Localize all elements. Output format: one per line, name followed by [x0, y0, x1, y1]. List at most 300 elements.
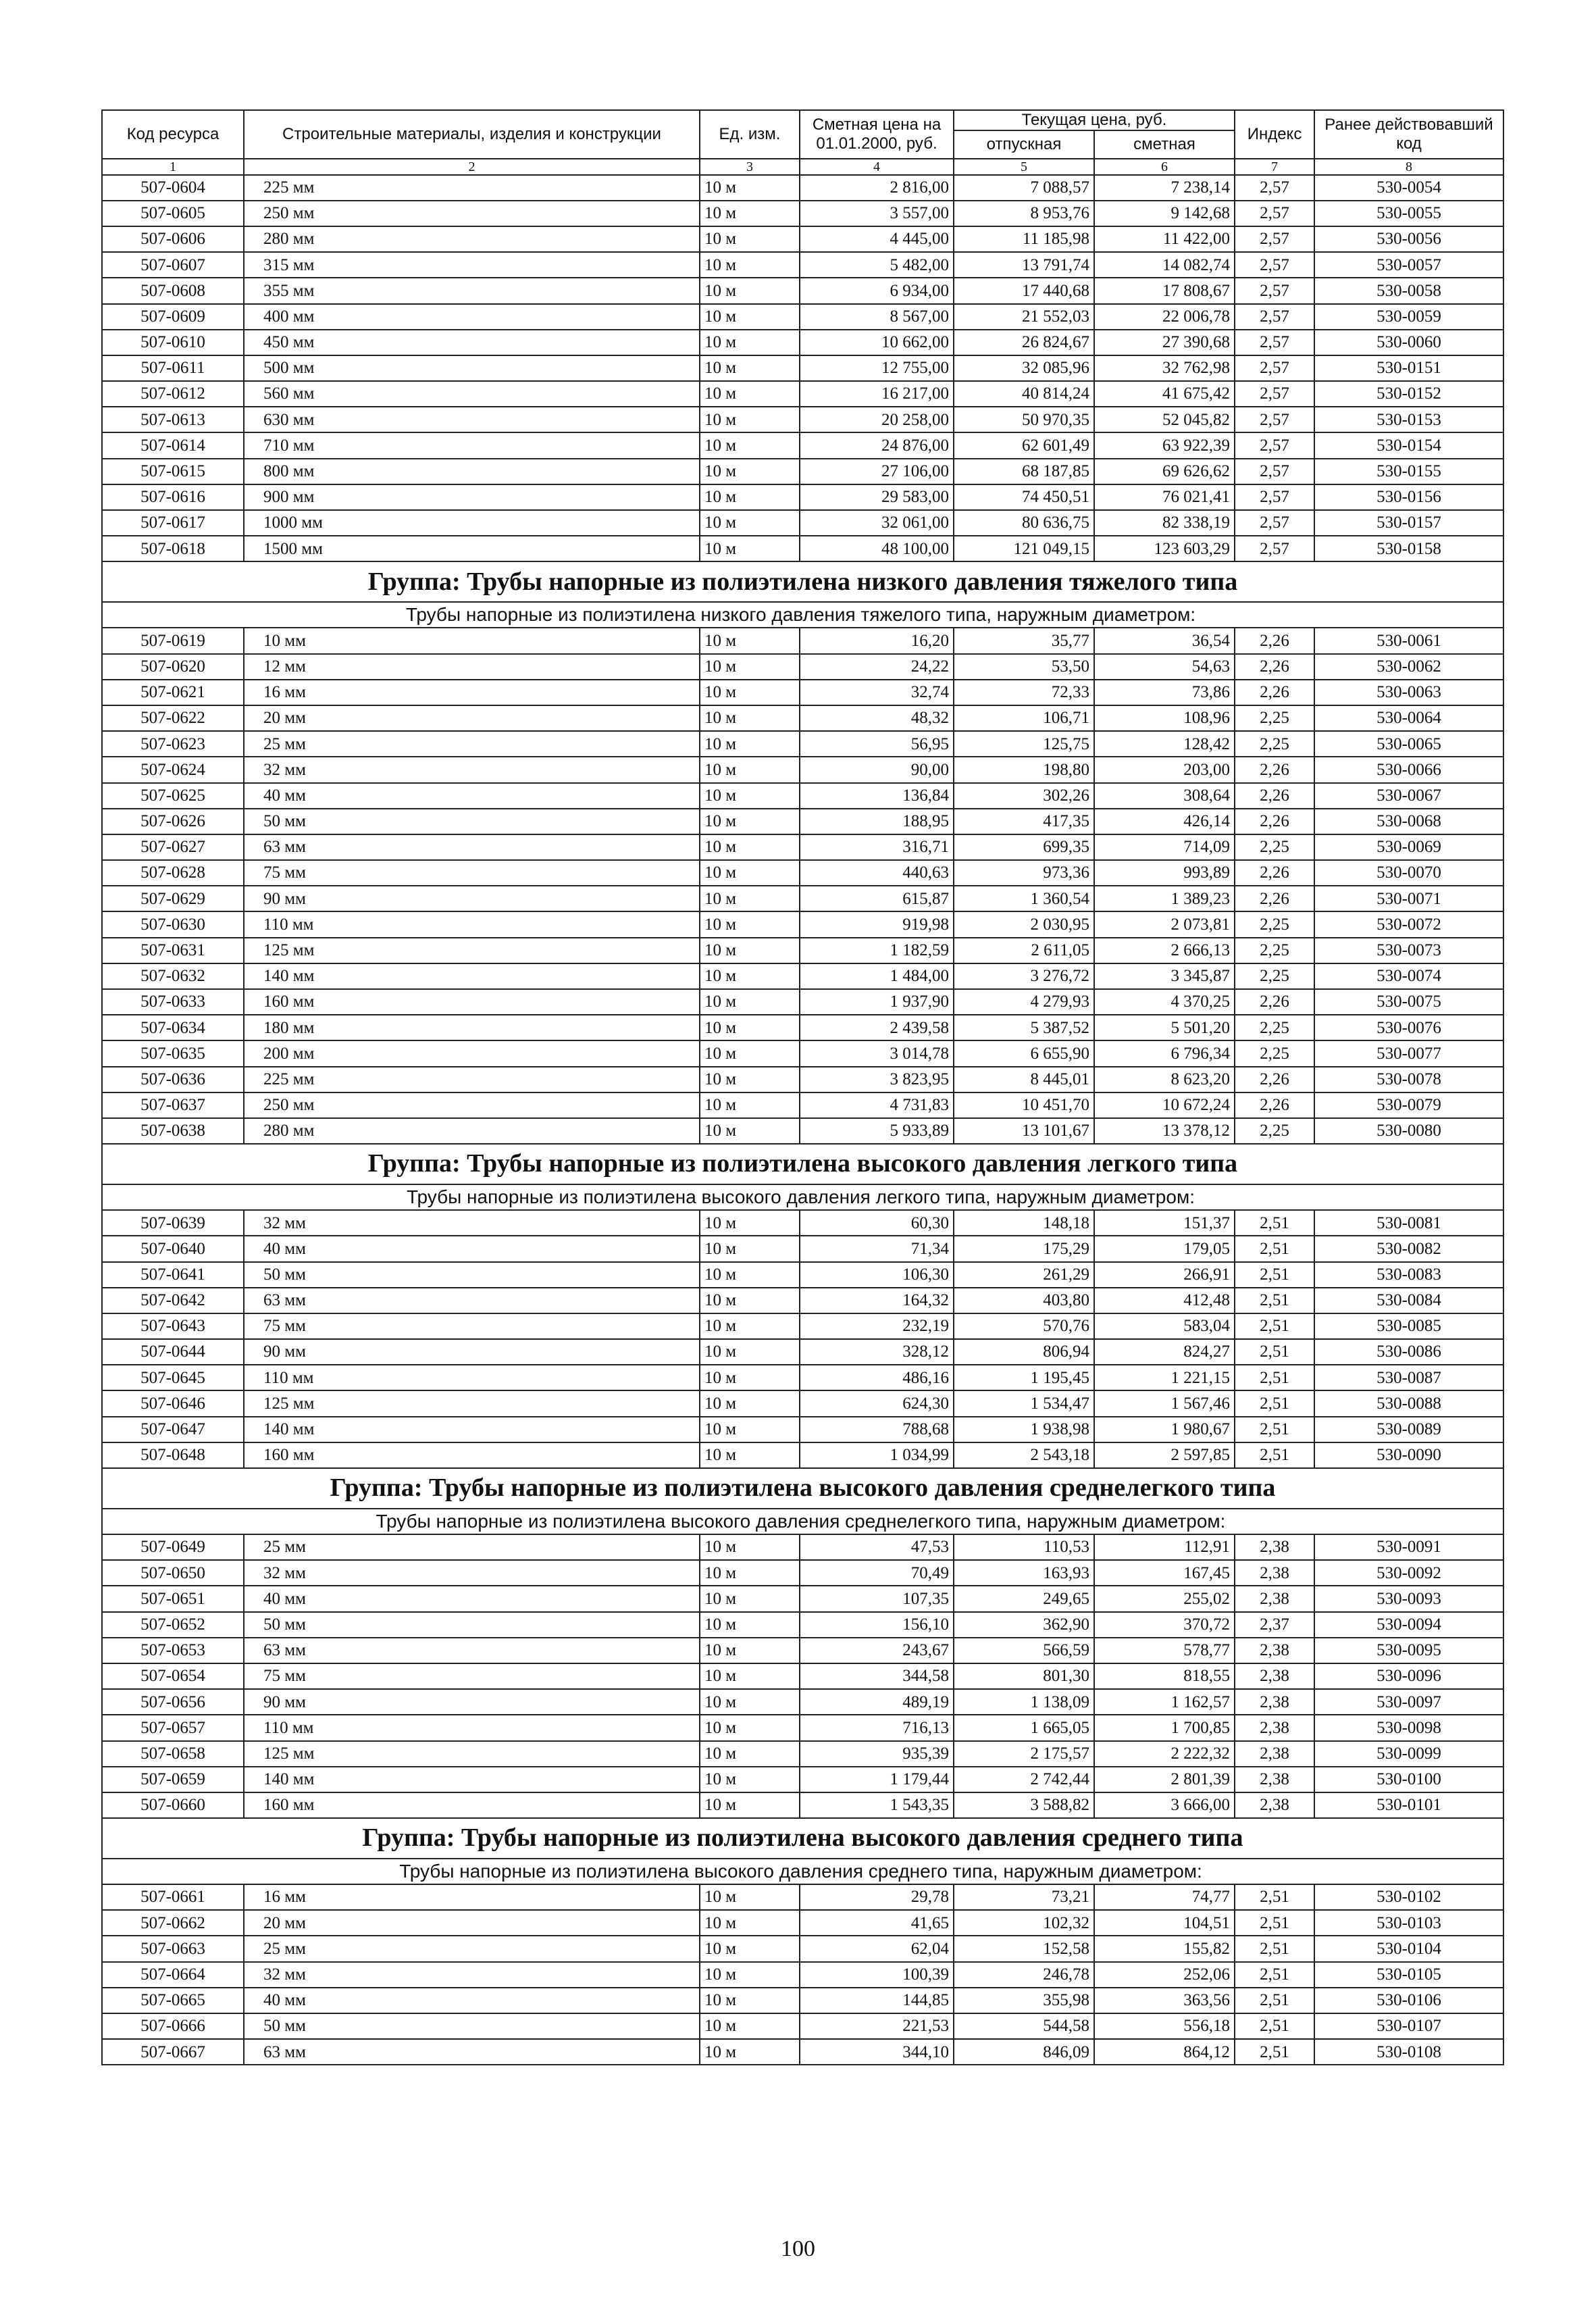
previous-code: 530-0095 [1314, 1638, 1503, 1663]
release-price: 417,35 [954, 809, 1094, 834]
table-row [102, 1663, 1503, 1689]
previous-code: 530-0073 [1314, 938, 1503, 963]
resource-code: 507-0623 [102, 731, 244, 757]
table-row [102, 680, 1503, 705]
previous-code: 530-0075 [1314, 989, 1503, 1015]
release-price: 2 543,18 [954, 1442, 1094, 1468]
resource-code: 507-0639 [102, 1210, 244, 1236]
table-row [102, 809, 1503, 834]
previous-code: 530-0106 [1314, 1988, 1503, 2013]
unit: 10 м [700, 860, 800, 886]
price-index: 2,57 [1235, 381, 1314, 407]
material-name: 75 мм [244, 860, 700, 886]
unit: 10 м [700, 757, 800, 782]
previous-code: 530-0090 [1314, 1442, 1503, 1468]
price-index: 2,25 [1235, 1118, 1314, 1144]
material-name: 250 мм [244, 201, 700, 226]
release-price: 13 791,74 [954, 252, 1094, 278]
table-row [102, 510, 1503, 536]
material-name: 32 мм [244, 757, 700, 782]
resource-code: 507-0615 [102, 459, 244, 484]
table-row [102, 355, 1503, 381]
estimate-price: 6 934,00 [800, 278, 954, 303]
resource-code: 507-0605 [102, 201, 244, 226]
smeta-price: 22 006,78 [1094, 304, 1235, 330]
unit: 10 м [700, 783, 800, 809]
group-subtitle-row [102, 602, 1503, 628]
unit: 10 м [700, 330, 800, 355]
resource-code: 507-0663 [102, 1936, 244, 1961]
price-index: 2,51 [1235, 1936, 1314, 1961]
release-price: 125,75 [954, 731, 1094, 757]
resource-code: 507-0640 [102, 1236, 244, 1261]
table-row [102, 1313, 1503, 1339]
resource-code: 507-0644 [102, 1339, 244, 1365]
release-price: 148,18 [954, 1210, 1094, 1236]
unit: 10 м [700, 1767, 800, 1792]
smeta-price: 583,04 [1094, 1313, 1235, 1339]
resource-code: 507-0646 [102, 1390, 244, 1416]
resource-code: 507-0635 [102, 1040, 244, 1066]
resource-code: 507-0613 [102, 407, 244, 432]
table-row [102, 536, 1503, 561]
unit: 10 м [700, 1936, 800, 1961]
previous-code: 530-0064 [1314, 705, 1503, 731]
unit: 10 м [700, 1442, 800, 1468]
smeta-price: 36,54 [1094, 628, 1235, 653]
material-name: 110 мм [244, 1365, 700, 1390]
material-name: 16 мм [244, 1884, 700, 1910]
table-row [102, 1534, 1503, 1560]
table-row [102, 938, 1503, 963]
unit: 10 м [700, 2013, 800, 2039]
table-row [102, 1339, 1503, 1365]
resource-code: 507-0606 [102, 226, 244, 252]
resource-code: 507-0636 [102, 1067, 244, 1092]
unit: 10 м [700, 938, 800, 963]
smeta-price: 1 567,46 [1094, 1390, 1235, 1416]
smeta-price: 69 626,62 [1094, 459, 1235, 484]
material-name: 125 мм [244, 1390, 700, 1416]
release-price: 1 138,09 [954, 1689, 1094, 1715]
group-title-row [102, 1468, 1503, 1509]
table-row [102, 1442, 1503, 1468]
header-smeta-price: сметная [1094, 130, 1235, 159]
estimate-price: 136,84 [800, 783, 954, 809]
material-name: 50 мм [244, 2013, 700, 2039]
resource-code: 507-0622 [102, 705, 244, 731]
smeta-price: 824,27 [1094, 1339, 1235, 1365]
resource-code: 507-0660 [102, 1792, 244, 1818]
price-index: 2,38 [1235, 1715, 1314, 1740]
previous-code: 530-0055 [1314, 201, 1503, 226]
price-index: 2,26 [1235, 989, 1314, 1015]
material-name: 280 мм [244, 1118, 700, 1144]
estimate-price: 344,10 [800, 2039, 954, 2065]
resource-code: 507-0618 [102, 536, 244, 561]
material-name: 140 мм [244, 963, 700, 989]
unit: 10 м [700, 1118, 800, 1144]
material-name: 20 мм [244, 1910, 700, 1936]
previous-code: 530-0060 [1314, 330, 1503, 355]
estimate-price: 344,58 [800, 1663, 954, 1689]
table-row [102, 731, 1503, 757]
previous-code: 530-0100 [1314, 1767, 1503, 1792]
resource-code: 507-0645 [102, 1365, 244, 1390]
previous-code: 530-0068 [1314, 809, 1503, 834]
estimate-price: 70,49 [800, 1560, 954, 1586]
price-index: 2,25 [1235, 938, 1314, 963]
estimate-price: 624,30 [800, 1390, 954, 1416]
price-index: 2,57 [1235, 432, 1314, 458]
unit: 10 м [700, 963, 800, 989]
material-name: 315 мм [244, 252, 700, 278]
table-row [102, 705, 1503, 731]
release-price: 121 049,15 [954, 536, 1094, 561]
unit: 10 м [700, 536, 800, 561]
price-index: 2,51 [1235, 2013, 1314, 2039]
previous-code: 530-0084 [1314, 1288, 1503, 1313]
previous-code: 530-0071 [1314, 886, 1503, 911]
previous-code: 530-0079 [1314, 1092, 1503, 1118]
header-current-price: Текущая цена, руб. [954, 110, 1235, 130]
release-price: 13 101,67 [954, 1118, 1094, 1144]
group-title: Группа: Трубы напорные из полиэтилена высокого давления среднелегкого типа [102, 1468, 1503, 1509]
release-price: 2 611,05 [954, 938, 1094, 963]
material-name: 125 мм [244, 1741, 700, 1767]
previous-code: 530-0094 [1314, 1612, 1503, 1638]
smeta-price: 9 142,68 [1094, 201, 1235, 226]
estimate-price: 1 937,90 [800, 989, 954, 1015]
estimate-price: 29,78 [800, 1884, 954, 1910]
table-row [102, 432, 1503, 458]
resource-code: 507-0610 [102, 330, 244, 355]
release-price: 80 636,75 [954, 510, 1094, 536]
price-index: 2,25 [1235, 911, 1314, 937]
price-index: 2,38 [1235, 1560, 1314, 1586]
group-title-row [102, 561, 1503, 602]
material-name: 500 мм [244, 355, 700, 381]
header-row [102, 110, 1503, 130]
previous-code: 530-0058 [1314, 278, 1503, 303]
estimate-price: 107,35 [800, 1586, 954, 1611]
estimate-price: 106,30 [800, 1262, 954, 1288]
resource-code: 507-0608 [102, 278, 244, 303]
previous-code: 530-0077 [1314, 1040, 1503, 1066]
smeta-price: 1 980,67 [1094, 1417, 1235, 1442]
material-name: 140 мм [244, 1417, 700, 1442]
price-index: 2,57 [1235, 304, 1314, 330]
group-title-row [102, 1144, 1503, 1184]
previous-code: 530-0088 [1314, 1390, 1503, 1416]
smeta-price: 2 801,39 [1094, 1767, 1235, 1792]
unit: 10 м [700, 834, 800, 860]
previous-code: 530-0061 [1314, 628, 1503, 653]
material-name: 90 мм [244, 1339, 700, 1365]
price-index: 2,26 [1235, 860, 1314, 886]
estimate-price: 8 567,00 [800, 304, 954, 330]
unit: 10 м [700, 1313, 800, 1339]
smeta-price: 252,06 [1094, 1962, 1235, 1988]
previous-code: 530-0108 [1314, 2039, 1503, 2065]
price-index: 2,38 [1235, 1792, 1314, 1818]
group-title: Группа: Трубы напорные из полиэтилена высокого давления легкого типа [102, 1144, 1503, 1184]
previous-code: 530-0078 [1314, 1067, 1503, 1092]
material-name: 20 мм [244, 705, 700, 731]
price-index: 2,51 [1235, 1417, 1314, 1442]
resource-code: 507-0653 [102, 1638, 244, 1663]
table-row [102, 1792, 1503, 1818]
resource-code: 507-0634 [102, 1015, 244, 1040]
smeta-price: 370,72 [1094, 1612, 1235, 1638]
group-subtitle-row [102, 1859, 1503, 1884]
material-name: 40 мм [244, 1586, 700, 1611]
previous-code: 530-0091 [1314, 1534, 1503, 1560]
unit: 10 м [700, 1884, 800, 1910]
release-price: 6 655,90 [954, 1040, 1094, 1066]
unit: 10 м [700, 886, 800, 911]
material-name: 90 мм [244, 1689, 700, 1715]
smeta-price: 54,63 [1094, 654, 1235, 680]
table-row [102, 252, 1503, 278]
release-price: 40 814,24 [954, 381, 1094, 407]
previous-code: 530-0072 [1314, 911, 1503, 937]
price-index: 2,51 [1235, 1962, 1314, 1988]
resource-code: 507-0654 [102, 1663, 244, 1689]
estimate-price: 16,20 [800, 628, 954, 653]
resource-code: 507-0648 [102, 1442, 244, 1468]
smeta-price: 556,18 [1094, 2013, 1235, 2039]
group-subtitle-row [102, 1184, 1503, 1210]
table-row [102, 963, 1503, 989]
table-row [102, 278, 1503, 303]
release-price: 62 601,49 [954, 432, 1094, 458]
table-row [102, 1962, 1503, 1988]
unit: 10 м [700, 680, 800, 705]
previous-code: 530-0093 [1314, 1586, 1503, 1611]
smeta-price: 27 390,68 [1094, 330, 1235, 355]
table-row [102, 1365, 1503, 1390]
table-row [102, 1040, 1503, 1066]
estimate-price: 3 823,95 [800, 1067, 954, 1092]
material-name: 16 мм [244, 680, 700, 705]
unit: 10 м [700, 1365, 800, 1390]
resource-code: 507-0647 [102, 1417, 244, 1442]
material-name: 400 мм [244, 304, 700, 330]
previous-code: 530-0062 [1314, 654, 1503, 680]
material-name: 1500 мм [244, 536, 700, 561]
smeta-price: 6 796,34 [1094, 1040, 1235, 1066]
price-index: 2,51 [1235, 1313, 1314, 1339]
estimate-price: 1 034,99 [800, 1442, 954, 1468]
price-index: 2,51 [1235, 1210, 1314, 1236]
estimate-price: 62,04 [800, 1936, 954, 1961]
smeta-price: 1 221,15 [1094, 1365, 1235, 1390]
previous-code: 530-0154 [1314, 432, 1503, 458]
table-row [102, 484, 1503, 510]
unit: 10 м [700, 654, 800, 680]
previous-code: 530-0065 [1314, 731, 1503, 757]
table-row [102, 1210, 1503, 1236]
estimate-price: 144,85 [800, 1988, 954, 2013]
estimate-price: 4 445,00 [800, 226, 954, 252]
material-name: 900 мм [244, 484, 700, 510]
table-row [102, 757, 1503, 782]
column-number: 7 [1235, 159, 1314, 175]
estimate-price: 32,74 [800, 680, 954, 705]
price-index: 2,25 [1235, 834, 1314, 860]
resource-code: 507-0627 [102, 834, 244, 860]
price-index: 2,38 [1235, 1741, 1314, 1767]
table-row [102, 1586, 1503, 1611]
unit: 10 м [700, 731, 800, 757]
release-price: 17 440,68 [954, 278, 1094, 303]
release-price: 198,80 [954, 757, 1094, 782]
smeta-price: 63 922,39 [1094, 432, 1235, 458]
estimate-price: 188,95 [800, 809, 954, 834]
estimate-price: 1 179,44 [800, 1767, 954, 1792]
material-name: 140 мм [244, 1767, 700, 1792]
release-price: 2 030,95 [954, 911, 1094, 937]
release-price: 102,32 [954, 1910, 1094, 1936]
estimate-price: 5 482,00 [800, 252, 954, 278]
price-index: 2,51 [1235, 1236, 1314, 1261]
previous-code: 530-0157 [1314, 510, 1503, 536]
smeta-price: 112,91 [1094, 1534, 1235, 1560]
resource-code: 507-0621 [102, 680, 244, 705]
estimate-price: 3 014,78 [800, 1040, 954, 1066]
material-name: 40 мм [244, 1236, 700, 1261]
price-index: 2,51 [1235, 1390, 1314, 1416]
estimate-price: 919,98 [800, 911, 954, 937]
price-index: 2,57 [1235, 355, 1314, 381]
smeta-price: 52 045,82 [1094, 407, 1235, 432]
release-price: 1 195,45 [954, 1365, 1094, 1390]
estimate-price: 12 755,00 [800, 355, 954, 381]
header-index: Индекс [1235, 110, 1314, 159]
release-price: 3 276,72 [954, 963, 1094, 989]
price-index: 2,26 [1235, 1092, 1314, 1118]
resource-code: 507-0650 [102, 1560, 244, 1586]
resource-code: 507-0631 [102, 938, 244, 963]
unit: 10 м [700, 1339, 800, 1365]
resource-code: 507-0632 [102, 963, 244, 989]
estimate-price: 20 258,00 [800, 407, 954, 432]
table-row [102, 860, 1503, 886]
unit: 10 м [700, 1586, 800, 1611]
unit: 10 м [700, 1534, 800, 1560]
unit: 10 м [700, 1390, 800, 1416]
resource-code: 507-0666 [102, 2013, 244, 2039]
release-price: 106,71 [954, 705, 1094, 731]
material-name: 225 мм [244, 175, 700, 201]
table-row [102, 2013, 1503, 2039]
material-name: 25 мм [244, 1936, 700, 1961]
price-index: 2,38 [1235, 1663, 1314, 1689]
estimate-price: 48,32 [800, 705, 954, 731]
release-price: 73,21 [954, 1884, 1094, 1910]
table-row [102, 1936, 1503, 1961]
group-subtitle: Трубы напорные из полиэтилена высокого давления среднего типа, наружным диаметром: [102, 1859, 1503, 1884]
smeta-price: 7 238,14 [1094, 175, 1235, 201]
unit: 10 м [700, 1988, 800, 2013]
table-row [102, 330, 1503, 355]
release-price: 699,35 [954, 834, 1094, 860]
material-name: 450 мм [244, 330, 700, 355]
resource-code: 507-0617 [102, 510, 244, 536]
unit: 10 м [700, 1638, 800, 1663]
table-row [102, 1612, 1503, 1638]
material-name: 1000 мм [244, 510, 700, 536]
material-name: 63 мм [244, 834, 700, 860]
release-price: 74 450,51 [954, 484, 1094, 510]
table-row [102, 1988, 1503, 2013]
group-title: Группа: Трубы напорные из полиэтилена высокого давления среднего типа [102, 1818, 1503, 1859]
estimate-price: 164,32 [800, 1288, 954, 1313]
table-row [102, 1288, 1503, 1313]
table-row [102, 886, 1503, 911]
material-name: 50 мм [244, 1262, 700, 1288]
smeta-price: 308,64 [1094, 783, 1235, 809]
header-est-price: Сметная цена на 01.01.2000, руб. [800, 110, 954, 159]
unit: 10 м [700, 2039, 800, 2065]
resource-code: 507-0629 [102, 886, 244, 911]
material-name: 160 мм [244, 1442, 700, 1468]
material-name: 160 мм [244, 1792, 700, 1818]
previous-code: 530-0087 [1314, 1365, 1503, 1390]
previous-code: 530-0156 [1314, 484, 1503, 510]
table-row [102, 1689, 1503, 1715]
material-name: 32 мм [244, 1210, 700, 1236]
unit: 10 м [700, 1560, 800, 1586]
material-name: 180 мм [244, 1015, 700, 1040]
material-name: 280 мм [244, 226, 700, 252]
estimate-price: 328,12 [800, 1339, 954, 1365]
previous-code: 530-0069 [1314, 834, 1503, 860]
material-name: 50 мм [244, 809, 700, 834]
smeta-price: 11 422,00 [1094, 226, 1235, 252]
group-subtitle: Трубы напорные из полиэтилена низкого давления тяжелого типа, наружным диаметром: [102, 602, 1503, 628]
price-index: 2,25 [1235, 731, 1314, 757]
table-row [102, 407, 1503, 432]
release-price: 32 085,96 [954, 355, 1094, 381]
resource-code: 507-0665 [102, 1988, 244, 2013]
material-name: 63 мм [244, 2039, 700, 2065]
material-name: 560 мм [244, 381, 700, 407]
smeta-price: 74,77 [1094, 1884, 1235, 1910]
unit: 10 м [700, 1040, 800, 1066]
smeta-price: 73,86 [1094, 680, 1235, 705]
column-number: 4 [800, 159, 954, 175]
price-index: 2,38 [1235, 1534, 1314, 1560]
price-index: 2,57 [1235, 484, 1314, 510]
table-row [102, 381, 1503, 407]
release-price: 1 534,47 [954, 1390, 1094, 1416]
unit: 10 м [700, 510, 800, 536]
smeta-price: 1 700,85 [1094, 1715, 1235, 1740]
smeta-price: 41 675,42 [1094, 381, 1235, 407]
material-name: 75 мм [244, 1313, 700, 1339]
resource-code: 507-0626 [102, 809, 244, 834]
table-row [102, 304, 1503, 330]
estimate-price: 41,65 [800, 1910, 954, 1936]
material-name: 25 мм [244, 1534, 700, 1560]
previous-code: 530-0085 [1314, 1313, 1503, 1339]
price-index: 2,38 [1235, 1689, 1314, 1715]
table-row [102, 1262, 1503, 1288]
material-name: 110 мм [244, 911, 700, 937]
table-row [102, 834, 1503, 860]
